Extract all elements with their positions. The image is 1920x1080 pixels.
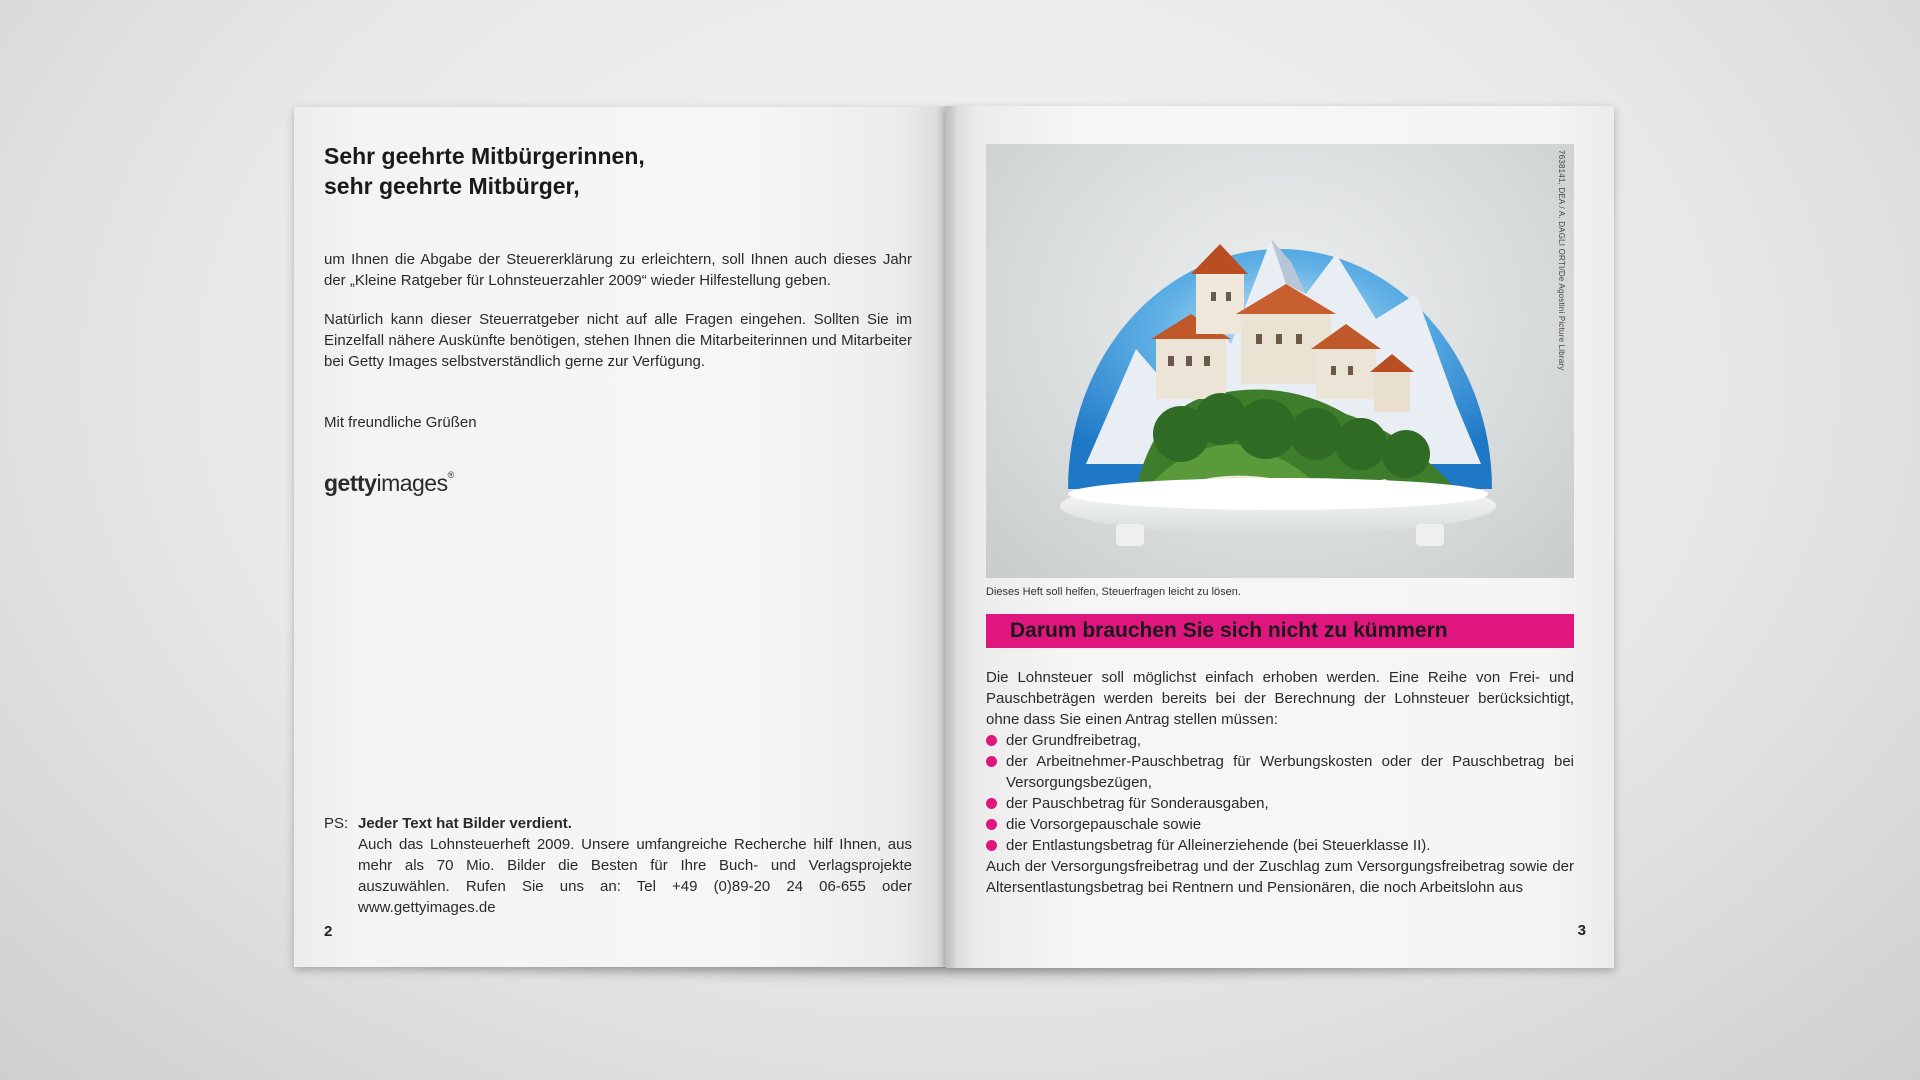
closing-salutation: Mit freundliche Grüßen (324, 414, 477, 431)
list-item (986, 730, 1574, 751)
ps-title: Jeder Text hat Bilder verdient. (358, 815, 572, 832)
bullet-dot-icon (986, 840, 997, 851)
gettyimages-logo (324, 470, 454, 497)
snow-globe-photo (986, 144, 1574, 578)
continuation-text: Auch der Versorgungsfreibetrag und der Zuschlag zum Versorgungsfreibetrag sowie der Altersentlastungsbetrag bei Rentnern und Pensionären, die noch Arbeitslohn aus (986, 858, 1574, 896)
headline-bar (986, 614, 1574, 648)
snow-globe-illustration (986, 144, 1574, 578)
intro-paragraph: um Ihnen die Abgabe der Steuererklärung zu erleichtern, soll Ihnen auch dieses Jahr der „Kleine Ratgeber für Lohnsteuerzahler 2009“ wieder Hilfestellung geben. (324, 251, 912, 289)
list-item (986, 835, 1574, 856)
logo-registered-mark: ® (447, 470, 454, 480)
postscript-block (324, 813, 912, 918)
logo-bold-part: getty (324, 470, 377, 496)
bullet-dot-icon (986, 819, 997, 830)
bullet-dot-icon (986, 735, 997, 746)
photo-credit: 7638141, DEA / A. DAGLI ORTI/De Agostini Picture Library (1557, 150, 1566, 371)
right-body-text (986, 667, 1574, 898)
ps-body (358, 813, 912, 918)
list-item-text: der Pauschbetrag für Sonderausgaben, (1006, 795, 1269, 812)
bullet-dot-icon (986, 798, 997, 809)
ps-text: Auch das Lohnsteuerheft 2009. Unsere umfangreiche Recherche hilf Ihnen, aus mehr als 70 Mio. Bilder die Besten für Ihre Buch- und Verlagsprojekte auszuwählen. Rufen Sie uns an: Tel +49 (0)89-20 24 06-655 oder www.gettyimages.de (358, 836, 912, 916)
list-item-text: der Grundfreibetrag, (1006, 732, 1142, 749)
right-page (946, 106, 1614, 968)
list-item-text: der Entlastungsbetrag für Alleinerziehende (bei Steuerklasse II). (1006, 837, 1431, 854)
list-item (986, 793, 1574, 814)
page-number-right: 3 (1577, 922, 1586, 939)
list-item (986, 751, 1574, 793)
greeting-line-2: sehr geehrte Mitbürger, (324, 173, 580, 199)
left-page (294, 107, 946, 967)
info-paragraph: Natürlich kann dieser Steuerratgeber nicht auf alle Fragen eingehen. Sollten Sie im Einzelfall nähere Auskünfte benötigen, stehen Ihnen die Mitarbeiterinnen und Mitarbeiter bei Getty Images selbstverständlich gerne zur Verfügung. (324, 311, 912, 370)
intro-text: Die Lohnsteuer soll möglichst einfach erhoben werden. Eine Reihe von Frei- und Pauschbeträgen werden bereits bei der Berechnung der Lohnsteuer berücksichtigt, ohne dass Sie einen Antrag stellen müssen: (986, 669, 1574, 728)
greeting-line-1: Sehr geehrte Mitbürgerinnen, (324, 143, 645, 169)
logo-light-part: images (376, 470, 448, 496)
list-item-text: der Arbeitnehmer-Pauschbetrag für Werbungskosten oder der Pauschbetrag bei Versorgungsbezügen, (1006, 753, 1574, 791)
bullet-dot-icon (986, 756, 997, 767)
ps-label: PS: (324, 815, 349, 832)
list-item-text: die Vorsorgepauschale sowie (1006, 816, 1202, 833)
greeting-heading (324, 141, 884, 201)
allowance-list (986, 730, 1574, 856)
photo-caption: Dieses Heft soll helfen, Steuerfragen leicht zu lösen. (986, 586, 1241, 598)
page-number-left: 2 (324, 923, 333, 940)
list-item (986, 814, 1574, 835)
section-headline: Darum brauchen Sie sich nicht zu kümmern (1010, 619, 1448, 642)
